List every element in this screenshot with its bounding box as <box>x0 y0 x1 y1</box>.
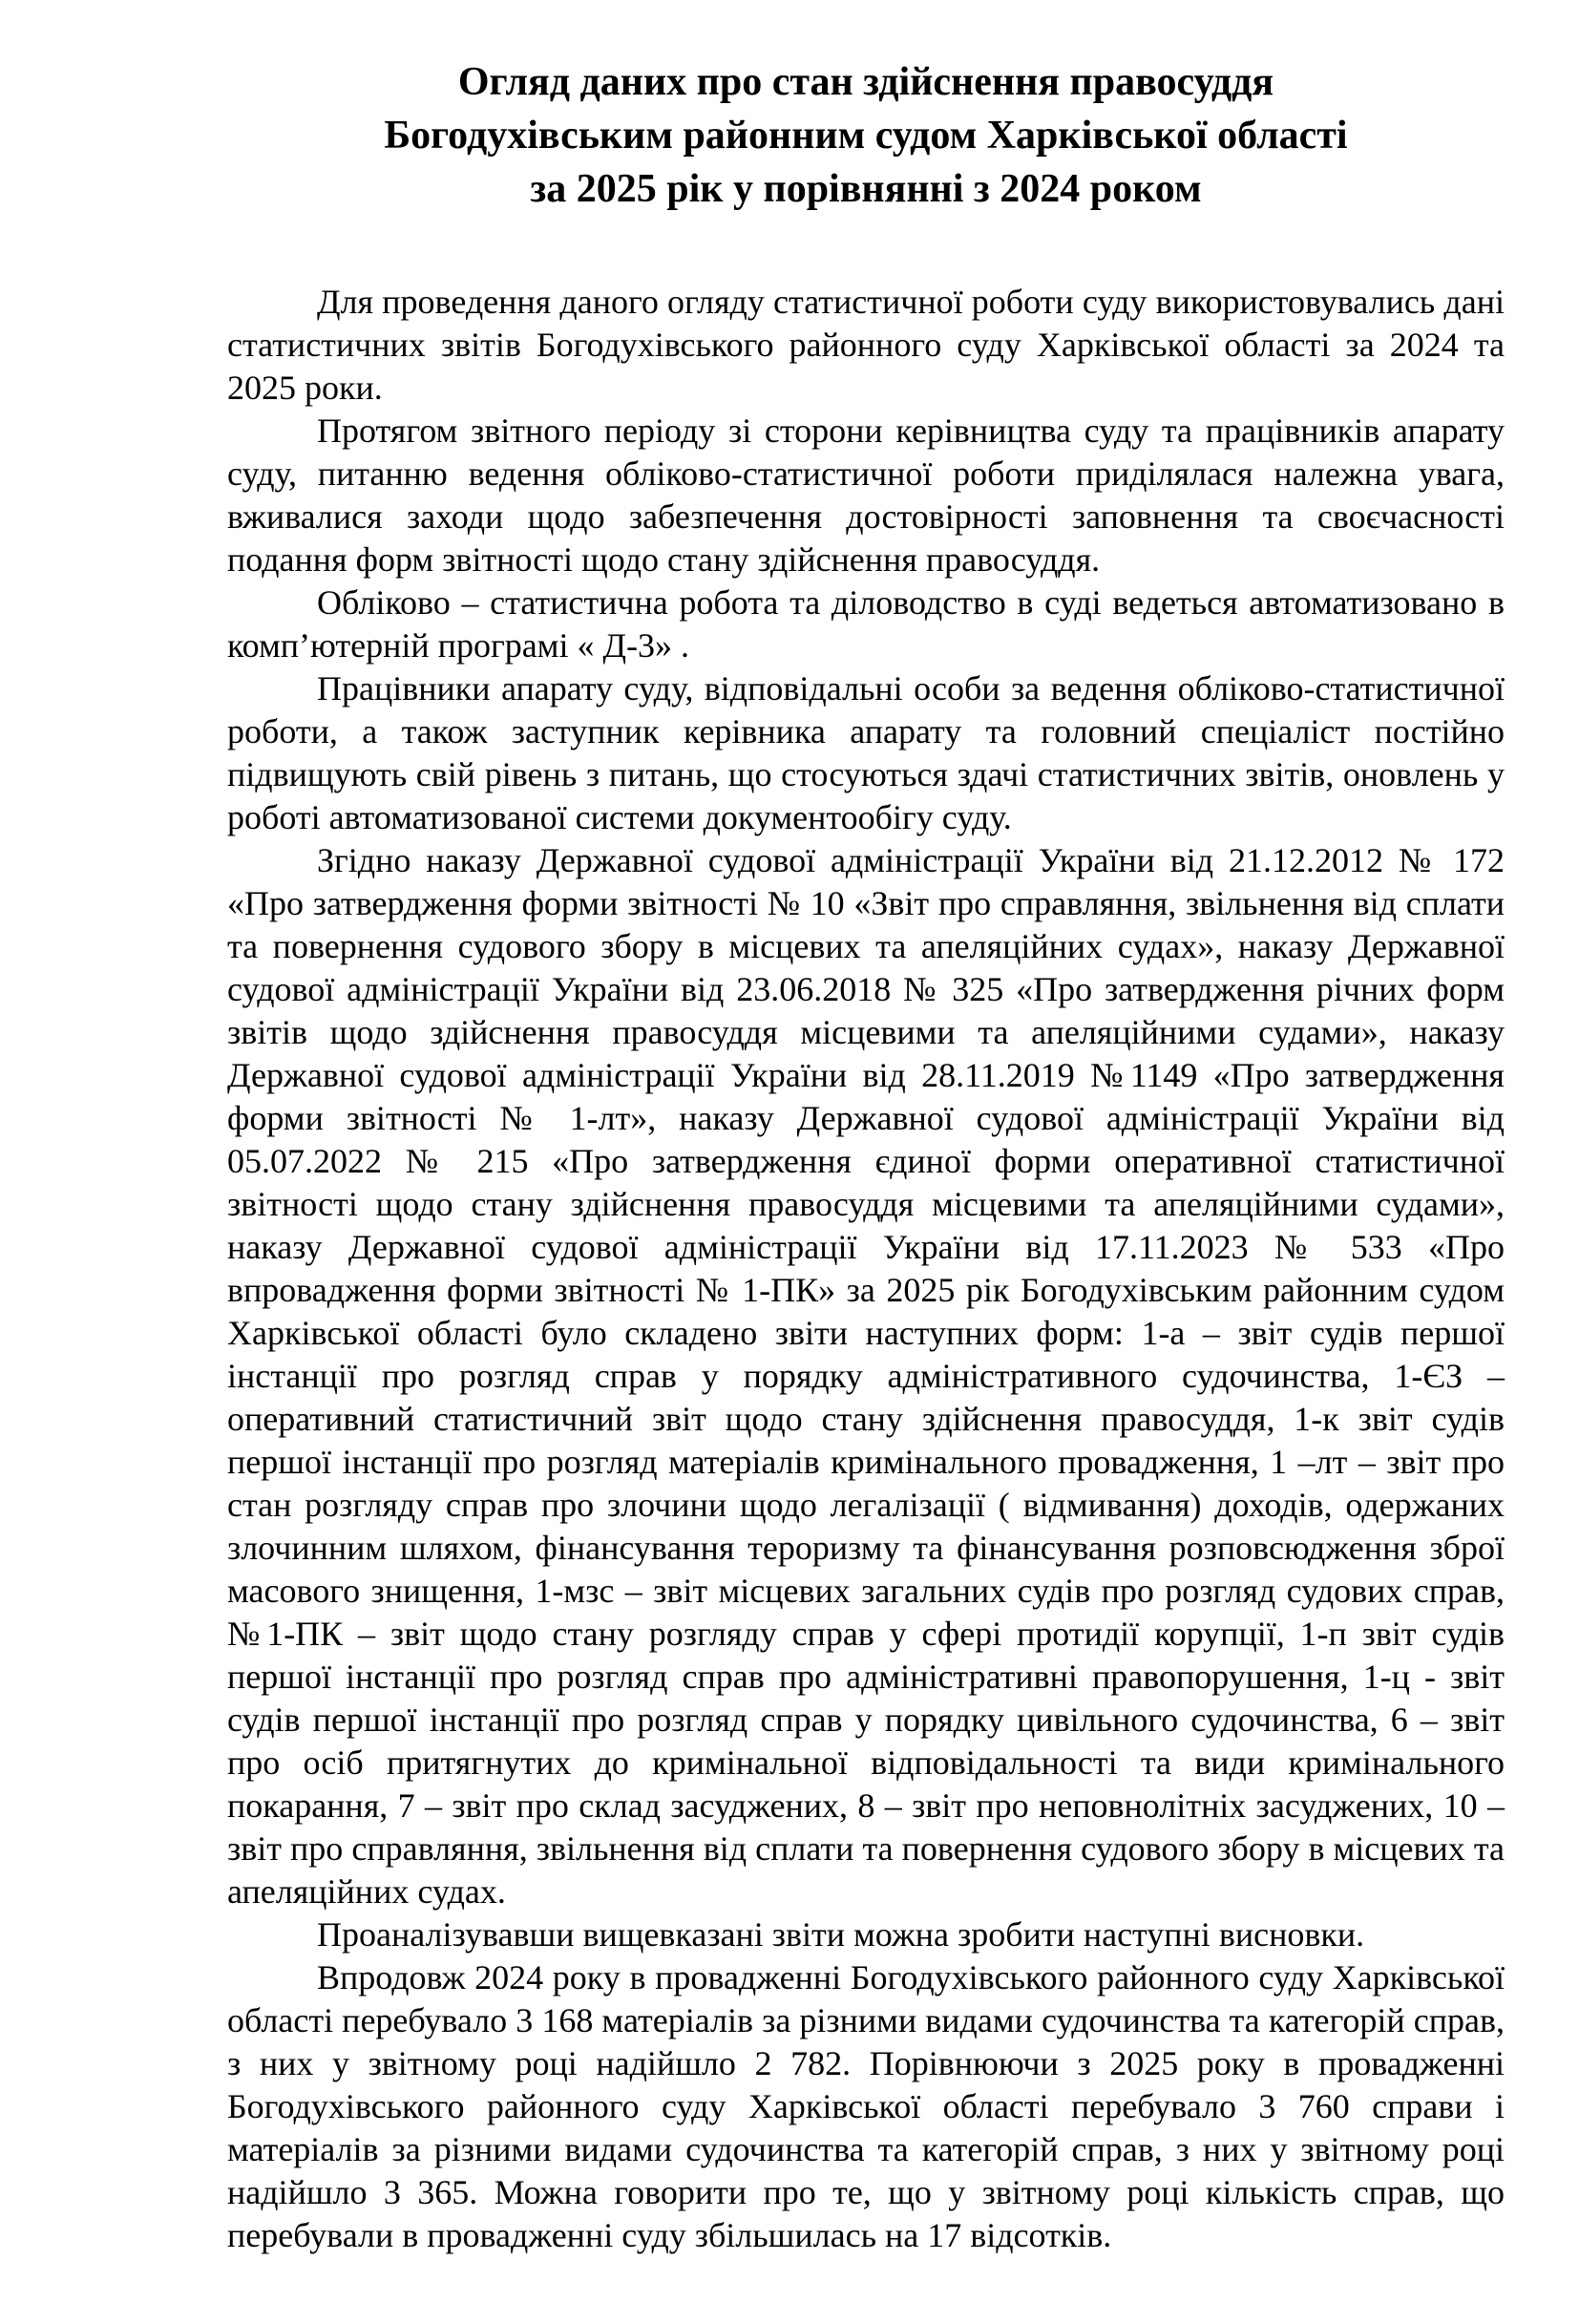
paragraph: Протягом звітного періоду зі сторони керівництва суду та працівників апарату суду, питанню ведення обліково-статистичної роботи приділялася належна увага, вживалися заходи щодо забезпечення достовірності заповнення та своєчасності подання форм звітності щодо стану здійснення правосуддя. <box>227 412 1505 579</box>
title-line-1: Огляд даних про стан здійснення правосуддя <box>457 60 1274 104</box>
paragraph: Впродовж 2024 року в провадженні Богодухівського районного суду Харківської області перебувало 3 168 матеріалів за різними видами судочинства та категорій справ, з них у звітному році надійшло 2 782. Порівнюючи з 2025 року в провадженні Богодухівського районного суду Харківської області перебувало 3 760 справи і матеріалів за різними видами судочинства та категорій справ, з них у звітному році надійшло 3 365. Можна говорити про те, що у звітному році кількість справ, що перебували в провадженні суду збільшилась на 17 відсотків. <box>227 1958 1505 2254</box>
document-title <box>227 55 1505 216</box>
paragraph: Працівники апарату суду, відповідальні особи за ведення обліково-статистичної роботи, а також заступник керівника апарату та головний спеціаліст постійно підвищують свій рівень з питань, що стосуються здачі статистичних звітів, оновлень у роботі автоматизованої системи документообігу суду. <box>227 669 1505 836</box>
title-line-2: Богодухівським районним судом Харківської області <box>384 114 1348 158</box>
paragraph: Обліково – статистична робота та діловодство в суді ведеться автоматизовано в комп’ютерній програмі « Д-3» . <box>227 583 1505 665</box>
paragraph: Проаналізувавши вищевказані звіти можна зробити наступні висновки. <box>317 1915 1365 1954</box>
paragraph: Згідно наказу Державної судової адміністрації України від 21.12.2012 № 172 «Про затвердження форми звітності № 10 «Звіт про справляння, звільнення від сплати та повернення судового збору в місцевих та апеляційних судах», наказу Державної судової адміністрації України від 23.06.2018 № 325 «Про затвердження річних форм звітів щодо здійснення правосуддя місцевими та апеляційними судами», наказу Державної судової адміністрації України від 28.11.2019 №1149 «Про затвердження форми звітності № 1-лт», наказу Державної судової адміністрації України від 05.07.2022 № 215 «Про затвердження єдиної форми оперативної статистичної звітності щодо стану здійснення правосуддя місцевими та апеляційними судами», наказу Державної судової адміністрації України від 17.11.2023 № 533 «Про впровадження форми звітності № 1-ПК» за 2025 рік Богодухівським районним судом Харківської області було складено звіти наступних форм: 1-а – звіт судів першої інстанції про розгляд справ у порядку адміністративного судочинства, 1-ЄЗ – оперативний статистичний звіт щодо стану здійснення правосуддя, 1-к звіт судів першої інстанції про розгляд матеріалів кримінального провадження, 1 –лт – звіт про стан розгляду справ про злочини щодо легалізації ( відмивання) доходів, одержаних злочинним шляхом, фінансування тероризму та фінансування розповсюдження зброї масового знищення, 1-мзс – звіт місцевих загальних судів про розгляд судових справ, №1-ПК – звіт щодо стану розгляду справ у сфері протидії корупції, 1-п звіт судів першої інстанції про розгляд справ про адміністративні правопорушення, 1-ц - звіт судів першої інстанції про розгляд справ у порядку цивільного судочинства, 6 – звіт про осіб притягнутих до кримінальної відповідальності та види кримінального покарання, 7 – звіт про склад засуджених, 8 – звіт про неповнолітніх засуджених, 10 – звіт про справляння, звільнення від сплати та повернення судового збору в місцевих та апеляційних судах. <box>227 841 1505 1911</box>
title-line-3: за 2025 рік у порівнянні з 2024 роком <box>530 167 1202 211</box>
paragraph: Для проведення даного огляду статистичної роботи суду використовувались дані статистичних звітів Богодухівського районного суду Харківської області за 2024 та 2025 роки. <box>227 283 1505 407</box>
document-body <box>227 281 1505 2257</box>
